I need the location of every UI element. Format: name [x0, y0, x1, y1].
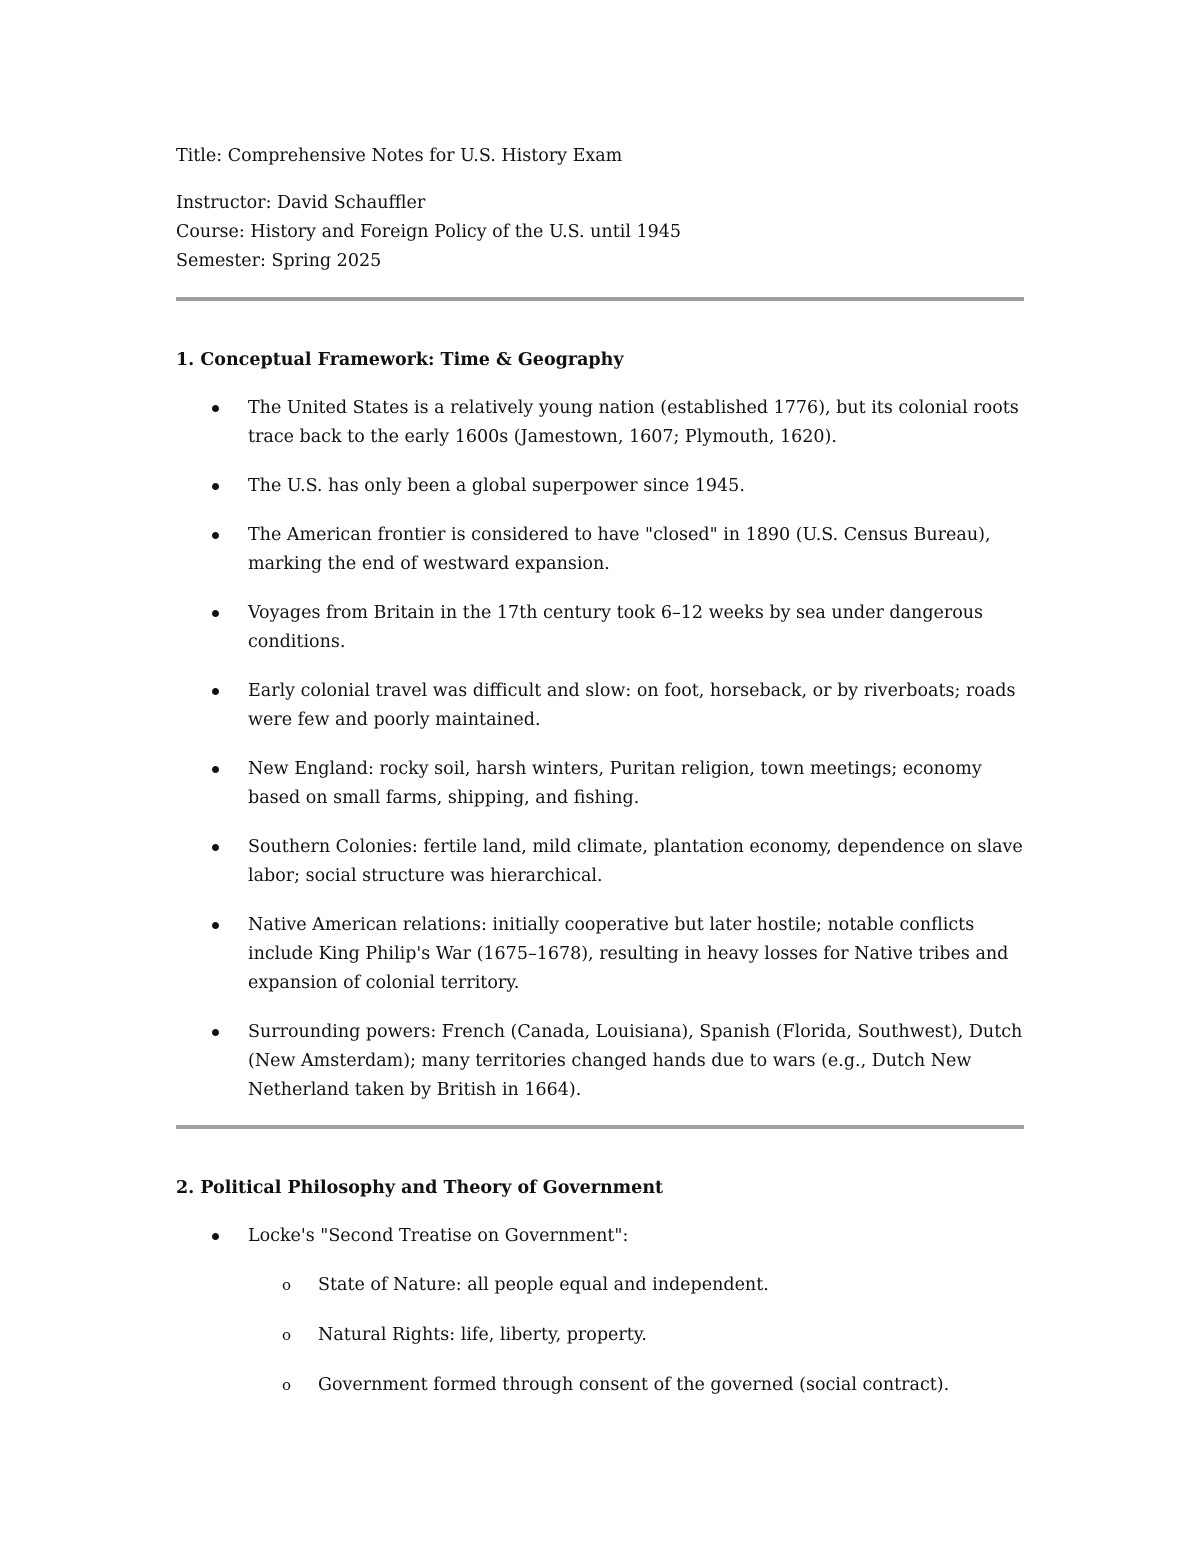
list-item: [176, 472, 1024, 501]
list-item-text: The U.S. has only been a global superpower since 1945.: [248, 476, 745, 496]
bullet-icon: [212, 405, 219, 412]
list-item-text: The American frontier is considered to have "closed" in 1890 (U.S. Census Bureau), marking the end of westward expansion.: [248, 525, 991, 574]
bullet-icon: [212, 766, 219, 773]
section-heading: 2. Political Philosophy and Theory of Government: [176, 1178, 664, 1198]
list-item: [176, 911, 1024, 998]
bullet-icon: [212, 922, 219, 929]
list-item: [176, 599, 1024, 657]
sub-list-item: [248, 1321, 1024, 1350]
sub-list-item: [248, 1371, 1024, 1400]
circle-bullet-icon: o: [282, 1376, 292, 1394]
list-item-text: New England: rocky soil, harsh winters, Puritan religion, town meetings; economy based on small farms, shipping, and fishing.: [248, 759, 982, 808]
horizontal-divider: [176, 297, 1024, 301]
list-item-text: Voyages from Britain in the 17th century took 6–12 weeks by sea under dangerous conditions.: [248, 603, 984, 652]
list-item: [176, 677, 1024, 735]
horizontal-divider: [176, 1125, 1024, 1129]
bullet-icon: [212, 610, 219, 617]
circle-bullet-icon: o: [282, 1276, 292, 1294]
list-item: [176, 1222, 1024, 1400]
sub-list-item-text: Natural Rights: life, liberty, property.: [318, 1325, 647, 1345]
list-item-text: Southern Colonies: fertile land, mild climate, plantation economy, dependence on slave labor; social structure was hierarchical.: [248, 837, 1023, 886]
document-title: Title: Comprehensive Notes for U.S. History Exam: [176, 146, 623, 166]
sub-list-item: [248, 1271, 1024, 1300]
list-item-text: Locke's "Second Treatise on Government":: [248, 1226, 629, 1246]
bullet-icon: [212, 688, 219, 695]
semester-line: Semester: Spring 2025: [176, 251, 382, 271]
instructor-line: Instructor: David Schauffler: [176, 193, 426, 213]
course-line: Course: History and Foreign Policy of the U.S. until 1945: [176, 222, 682, 242]
bullet-icon: [212, 1233, 219, 1240]
sub-bullet-list: [248, 1271, 1024, 1400]
list-item: [176, 394, 1024, 452]
list-item-text: Early colonial travel was difficult and slow: on foot, horseback, or by riverboats; roads were few and poorly maintained.: [248, 681, 1016, 730]
bullet-icon: [212, 532, 219, 539]
sub-list-item-text: State of Nature: all people equal and independent.: [318, 1275, 769, 1295]
section-2-bullet-list: [176, 1222, 1024, 1400]
list-item: [176, 833, 1024, 891]
list-item: [176, 1018, 1024, 1105]
bullet-icon: [212, 483, 219, 490]
course-info: [176, 189, 1024, 276]
bullet-icon: [212, 1029, 219, 1036]
bullet-icon: [212, 844, 219, 851]
sub-list-item-text: Government formed through consent of the governed (social contract).: [318, 1375, 950, 1395]
list-item-text: Surrounding powers: French (Canada, Louisiana), Spanish (Florida, Southwest), Dutch (New Amsterdam); many territories changed hands due to wars (e.g., Dutch New Netherland taken by British in 1664).: [248, 1022, 1023, 1100]
section-heading: 1. Conceptual Framework: Time & Geography: [176, 350, 624, 370]
list-item-text: The United States is a relatively young nation (established 1776), but its colonial roots trace back to the early 1600s (Jamestown, 1607; Plymouth, 1620).: [248, 398, 1019, 447]
list-item-text: Native American relations: initially cooperative but later hostile; notable conflicts include King Philip's War (1675–1678), resulting in heavy losses for Native tribes and expansion of colonial territory.: [248, 915, 1009, 993]
list-item: [176, 755, 1024, 813]
list-item: [176, 521, 1024, 579]
circle-bullet-icon: o: [282, 1326, 292, 1344]
section-1-bullet-list: [176, 394, 1024, 1105]
